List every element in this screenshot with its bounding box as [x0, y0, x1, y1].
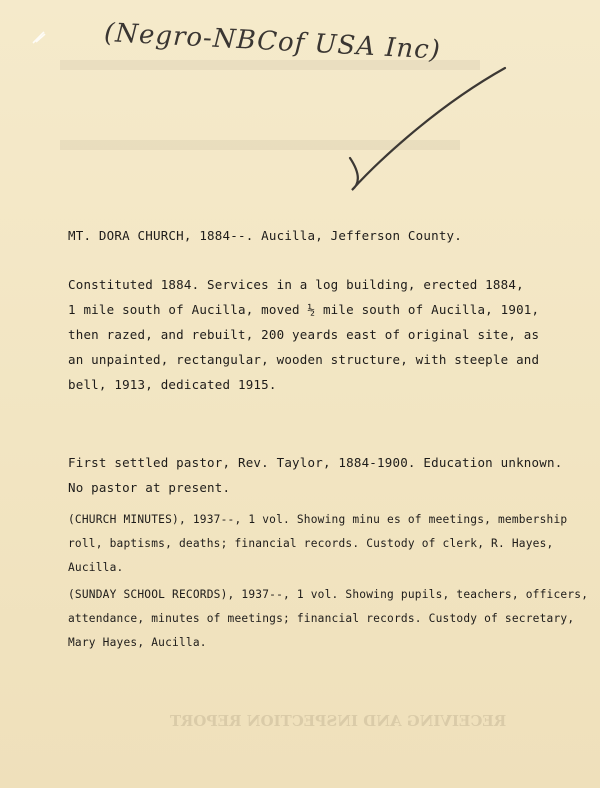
- school-line: attendance, minutes of meetings; financial records. Custody of secretary,: [68, 612, 575, 625]
- minutes-line: (CHURCH MINUTES), 1937--, 1 vol. Showing minu es of meetings, membership: [68, 513, 568, 526]
- history-line: Constituted 1884. Services in a log building, erected 1884,: [68, 277, 524, 292]
- minutes-line: roll, baptisms, deaths; financial records. Custody of clerk, R. Hayes,: [68, 537, 554, 550]
- entry-heading: MT. DORA CHURCH, 1884--. Aucilla, Jefferson County.: [68, 228, 463, 243]
- history-line: an unpainted, rectangular, wooden structure, with steeple and: [68, 352, 540, 367]
- minutes-line: Aucilla.: [68, 561, 124, 574]
- pastor-line: First settled pastor, Rev. Taylor, 1884-1900. Education unknown.: [68, 455, 563, 470]
- sunday-school-record: [68, 583, 588, 655]
- church-minutes-record: [68, 508, 567, 580]
- pastor-paragraph: [68, 450, 562, 500]
- history-paragraph: [68, 272, 539, 397]
- reverse-bleed-title: RECEIVING AND INSPECTION REPORT: [170, 712, 507, 730]
- school-line: Mary Hayes, Aucilla.: [68, 636, 207, 649]
- handwritten-note: (Negro-NBCof USA Inc): [103, 18, 442, 66]
- school-line: (SUNDAY SCHOOL RECORDS), 1937--, 1 vol. Showing pupils, teachers, officers,: [68, 588, 589, 601]
- pencil-mark-icon: [32, 30, 46, 44]
- history-line: bell, 1913, dedicated 1915.: [68, 377, 277, 392]
- check-mark-icon: [340, 60, 520, 200]
- history-line: 1 mile south of Aucilla, moved ½ mile south of Aucilla, 1901,: [68, 302, 540, 317]
- history-line: then razed, and rebuilt, 200 yeards east of original site, as: [68, 327, 540, 342]
- pastor-line: No pastor at present.: [68, 480, 231, 495]
